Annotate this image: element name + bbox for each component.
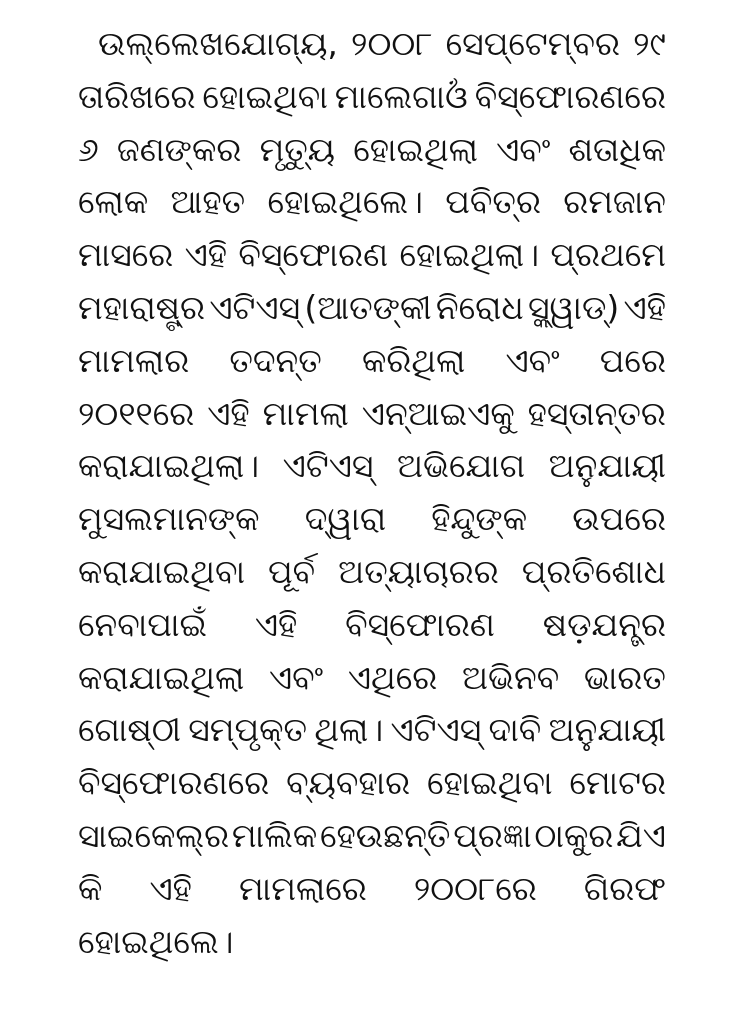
paragraph-word: ହୋଇଥିଲେ।: [78, 921, 234, 961]
paragraph-word: ୨୦୧୧ରେ: [78, 393, 195, 433]
paragraph-word: ହୋଇଥିଲା।: [399, 235, 540, 275]
paragraph-line: [78, 599, 666, 652]
paragraph-word: ଦାବି: [488, 710, 542, 750]
paragraph-word: ଏଟିଏସ୍: [282, 446, 374, 486]
paragraph-word: ଗିରଫ: [583, 868, 666, 908]
paragraph-word: ବିସ୍ଫୋରଣ: [345, 604, 495, 644]
paragraph-word: ମାସରେ: [78, 235, 174, 275]
paragraph-word: ହସ୍ତାନ୍ତର: [527, 393, 666, 433]
paragraph-word: ତଦନ୍ତ: [229, 340, 322, 380]
article-paragraph: [78, 18, 666, 968]
paragraph-line: [78, 176, 666, 229]
paragraph-word: ଉପରେ: [572, 499, 666, 539]
paragraph-line: [78, 282, 666, 335]
paragraph-word: ୨୦୦୮ରେ: [413, 868, 537, 908]
paragraph-word: ସେପ୍ଟେମ୍ବର: [445, 24, 620, 63]
paragraph-word: ଷଡ଼ଯନ୍ତ୍ର: [542, 604, 666, 644]
paragraph-word: ୨୯: [633, 24, 666, 63]
paragraph-word: ମୋଟର: [569, 763, 666, 803]
paragraph-word: ହିନ୍ଦୁଙ୍କ: [431, 499, 528, 539]
paragraph-word: ଏନ୍‌ଆଇଏକୁ: [361, 393, 515, 433]
paragraph-word: ସମ୍ପୃକ୍ତ: [188, 710, 308, 750]
paragraph-word: କରାଯାଇଥିଲା: [78, 657, 245, 697]
paragraph-word: ମାଲେଗାଓଁ: [334, 76, 468, 116]
paragraph-word: ହୋଇଥିବା: [427, 763, 553, 803]
paragraph-word: ଏହି: [207, 393, 250, 433]
paragraph-word: କରିଥିଲା: [361, 340, 466, 380]
paragraph-word: ମହାରାଷ୍ଟ୍ର: [78, 287, 206, 327]
paragraph-word: ଏବଂ: [496, 129, 551, 169]
paragraph-word: ପ୍ରଜ୍ଞା: [453, 815, 532, 855]
paragraph-word: ଭାରତ: [583, 657, 666, 697]
paragraph-word: ପୂର୍ବ: [267, 551, 316, 591]
paragraph-line: [78, 71, 666, 124]
paragraph-word: ଥିଲା।: [314, 710, 384, 750]
paragraph-word: ମାଲିକ: [231, 815, 318, 855]
paragraph-word: ତାରିଖରେ: [78, 76, 196, 116]
paragraph-word: ପ୍ରଥମେ: [550, 235, 666, 275]
paragraph-word: ମାମଲାରେ: [239, 868, 367, 908]
paragraph-word: ଉଲ୍ଲେଖଯୋଗ୍ୟ,: [98, 24, 338, 63]
paragraph-word: ଏଟିଏସ୍: [390, 710, 482, 750]
paragraph-word: ୨୦୦୮: [351, 24, 433, 63]
paragraph-line: [78, 863, 666, 916]
paragraph-word: ଗୋଷ୍ଠୀ: [78, 710, 181, 750]
paragraph-line: [78, 810, 666, 863]
paragraph-word: ଏହି: [149, 868, 192, 908]
paragraph-word: ମୁସଲମାନଙ୍କ: [78, 499, 260, 539]
paragraph-line: [78, 704, 666, 757]
paragraph-word: ହେଉଛନ୍ତି: [320, 815, 451, 855]
paragraph-word: ଏଥିରେ: [347, 657, 438, 697]
paragraph-word: ପ୍ରତିଶୋଧ: [521, 551, 666, 591]
paragraph-line: [78, 229, 666, 282]
paragraph-word: ନିରୋଧ: [435, 287, 524, 327]
paragraph-line: [78, 916, 666, 969]
paragraph-word: ଅଭିଯୋଗ: [396, 446, 526, 486]
paragraph-word: ଶତାଧିକ: [568, 129, 666, 169]
paragraph-word: ଅତ୍ୟାଚାରର: [338, 551, 499, 591]
paragraph-word: କରାଯାଇଥିବା: [78, 551, 245, 591]
paragraph-word: ଜଣଙ୍କର: [116, 129, 242, 169]
paragraph-word: ହୋଇଥିଲେ।: [267, 182, 423, 222]
paragraph-word: ଅନୁଯାୟୀ: [548, 446, 666, 486]
paragraph-word: (ଆତଙ୍କୀ: [304, 287, 432, 327]
paragraph-word: ଠାକୁର: [534, 815, 614, 855]
paragraph-word: ବିସ୍ଫୋରଣରେ: [474, 76, 666, 116]
paragraph-word: ସାଇକେଲ୍‌ର: [78, 815, 230, 855]
paragraph-word: ଅନୁଯାୟୀ: [548, 710, 666, 750]
paragraph-line: [78, 388, 666, 441]
paragraph-line: [78, 652, 666, 705]
paragraph-line: [78, 757, 666, 810]
paragraph-word: ଏହି: [184, 235, 228, 275]
paragraph-word: ଏହି: [623, 287, 666, 327]
paragraph-word: ମୃତ୍ୟୁ: [259, 129, 336, 169]
paragraph-line: [78, 493, 666, 546]
paragraph-line: [78, 335, 666, 388]
paragraph-word: ଅଭିନବ: [461, 657, 560, 697]
paragraph-word: ଏହି: [254, 604, 298, 644]
paragraph-word: ପରେ: [599, 340, 666, 380]
paragraph-word: ବିସ୍ଫୋରଣ: [238, 235, 389, 275]
paragraph-word: ଏବଂ: [268, 657, 324, 697]
paragraph-word: ମାମଲା: [262, 393, 349, 433]
paragraph-word: ମାମଲାର: [78, 340, 190, 380]
paragraph-word: ନେବାପାଇଁ: [78, 604, 207, 644]
paragraph-word: କରାଯାଇଥିଲା।: [78, 446, 260, 486]
paragraph-word: ୬: [78, 129, 99, 169]
paragraph-line: [78, 18, 666, 71]
paragraph-line: [78, 124, 666, 177]
paragraph-word: ସ୍କ୍ୱାଡ୍): [527, 287, 620, 327]
paragraph-word: ବିସ୍ଫୋରଣରେ: [78, 763, 270, 803]
paragraph-word: ବ୍ୟବହାର: [286, 763, 411, 803]
paragraph-word: ଏବଂ: [505, 340, 560, 380]
paragraph-word: ଯିଏ: [616, 815, 666, 855]
paragraph-word: ହୋଇଥିଲା: [353, 129, 478, 169]
paragraph-word: ରମଜାନ: [563, 182, 666, 222]
paragraph-word: ଏଟିଏସ୍: [209, 287, 301, 327]
paragraph-word: ଦ୍ୱାରା: [304, 499, 387, 539]
paragraph-line: [78, 440, 666, 493]
paragraph-word: ଲୋକ: [78, 182, 149, 222]
paragraph-word: ଆହତ: [170, 182, 246, 222]
paragraph-word: ହୋଇଥିବା: [202, 76, 328, 116]
paragraph-word: ପବିତ୍ର: [445, 182, 541, 222]
paragraph-line: [78, 546, 666, 599]
paragraph-word: କି: [78, 868, 103, 908]
